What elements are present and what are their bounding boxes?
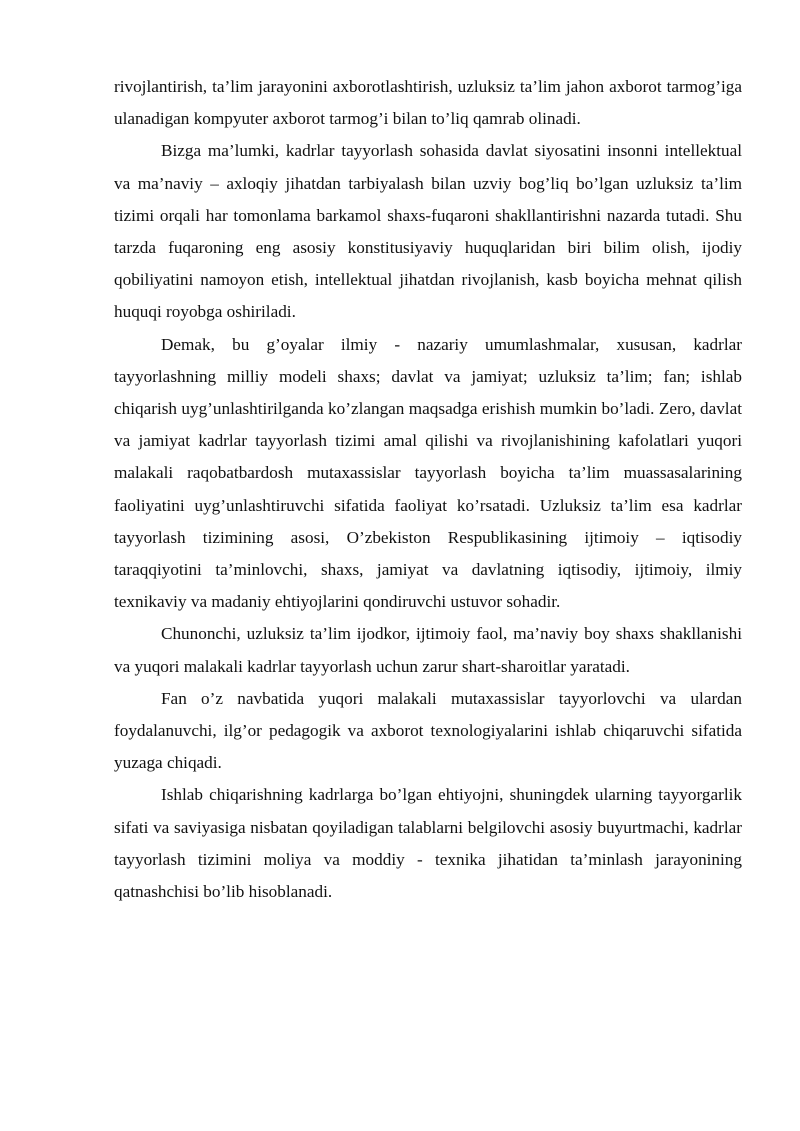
body-text	[114, 71, 742, 908]
paragraph: Demak, bu g’oyalar ilmiy - nazariy umumlashmalar, xususan, kadrlar tayyorlashning milliy modeli shaxs; davlat va jamiyat; uzluksiz ta’lim; fan; ishlab chiqarish uyg’unlashtirilganda ko’zlangan maqsadga erishish mumkin bo’ladi. Zero, davlat va jamiyat kadrlar tayyorlash tizimi amal qilishi va rivojlanishining kafolatlari yuqori malakali raqobatbardosh mutaxassislar tayyorlash boyicha ta’lim muassasalarining faoliyatini uyg’unlashtiruvchi sifatida faoliyat ko’rsatadi. Uzluksiz ta’lim esa kadrlar tayyorlash tizimining asosi, O’zbekiston Respublikasining ijtimoiy – iqtisodiy taraqqiyotini ta’minlovchi, shaxs, jamiyat va davlatning iqtisodiy, ijtimoiy, ilmiy texnikaviy va madaniy ehtiyojlarini qondiruvchi ustuvor sohadir.	[114, 334, 742, 612]
paragraph-continuation: rivojlantirish, ta’lim jarayonini axborotlashtirish, uzluksiz ta’lim jahon axborot tarmog’iga ulanadigan kompyuter axborot tarmog’i bilan to’liq qamrab olinadi.	[114, 77, 742, 129]
paragraph: Bizga ma’lumki, kadrlar tayyorlash sohasida davlat siyosatini insonni intellektual va ma’naviy – axloqiy jihatdan tarbiyalash bilan uzviy bog’liq bo’lgan uzluksiz ta’lim tizimi orqali har tomonlama barkamol shaxs-fuqaroni shakllantirishni nazarda tutadi. Shu tarzda fuqaroning eng asosiy konstitusiyaviy huquqlaridan biri bilim olish, ijodiy qobiliyatini namoyon etish, intellektual jihatdan rivojlanish, kasb boyicha mehnat qilish huquqi royobga oshiriladi.	[114, 141, 742, 322]
paragraph: Ishlab chiqarishning kadrlarga bo’lgan ehtiyojni, shuningdek ularning tayyorgarlik sifati va saviyasiga nisbatan qoyiladigan talablarni belgilovchi asosiy buyurtmachi, kadrlar tayyorlash tizimini moliya va moddiy - texnika jihatidan ta’minlash jarayonining qatnashchisi bo’lib hisoblanadi.	[114, 785, 742, 902]
paragraph: Fan o’z navbatida yuqori malakali mutaxassislar tayyorlovchi va ulardan foydalanuvchi, ilg’or pedagogik va axborot texnologiyalarini ishlab chiqaruvchi sifatida yuzaga chiqadi.	[114, 688, 742, 773]
paragraph: Chunonchi, uzluksiz ta’lim ijodkor, ijtimoiy faol, ma’naviy boy shaxs shakllanishi va yuqori malakali kadrlar tayyorlash uchun zarur shart-sharoitlar yaratadi.	[114, 624, 742, 676]
